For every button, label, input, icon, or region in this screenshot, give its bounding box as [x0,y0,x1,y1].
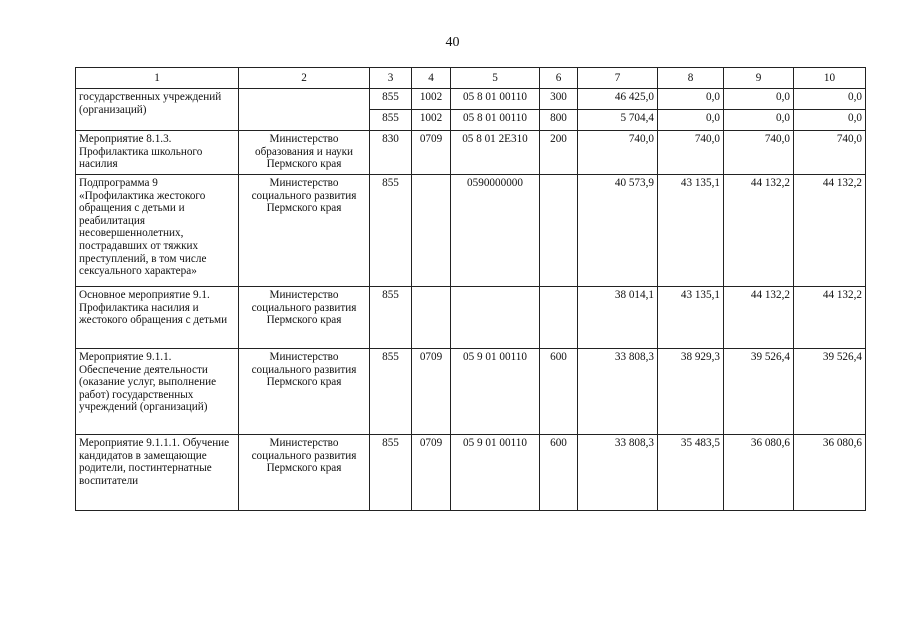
row-executor: Министерство социального развития Пермского края [239,175,370,287]
cell-c7: 740,0 [578,131,658,175]
cell-c4: 1002 [412,110,451,131]
cell-c5 [451,287,540,349]
row-executor: Министерство образования и науки Пермского края [239,131,370,175]
cell-c10: 0,0 [794,110,866,131]
col-header: 8 [658,68,724,89]
cell-c6: 300 [540,89,578,110]
cell-c8: 35 483,5 [658,435,724,511]
cell-c4: 0709 [412,349,451,435]
cell-c6: 200 [540,131,578,175]
cell-c10: 740,0 [794,131,866,175]
page-number: 40 [445,35,460,50]
cell-c8: 43 135,1 [658,175,724,287]
cell-c9: 0,0 [724,89,794,110]
cell-c7: 38 014,1 [578,287,658,349]
col-header: 1 [76,68,239,89]
cell-c7: 33 808,3 [578,349,658,435]
cell-c5: 0590000000 [451,175,540,287]
col-header: 2 [239,68,370,89]
col-header: 5 [451,68,540,89]
row-name: Мероприятие 9.1.1. Обеспечение деятельности (оказание услуг, выполнение работ) государственных учреждений (организаций) [76,349,239,435]
cell-c10: 36 080,6 [794,435,866,511]
cell-c10: 44 132,2 [794,287,866,349]
col-header: 6 [540,68,578,89]
col-header: 10 [794,68,866,89]
table-row [76,349,866,435]
cell-c6 [540,287,578,349]
col-header: 9 [724,68,794,89]
cell-c3: 855 [370,349,412,435]
table-row [76,89,866,110]
cell-c9: 44 132,2 [724,287,794,349]
col-header: 3 [370,68,412,89]
table-row [76,131,866,175]
cell-c4: 0709 [412,131,451,175]
cell-c8: 0,0 [658,110,724,131]
cell-c7: 46 425,0 [578,89,658,110]
col-header: 7 [578,68,658,89]
cell-c8: 38 929,3 [658,349,724,435]
cell-c6 [540,175,578,287]
cell-c9: 740,0 [724,131,794,175]
cell-c5: 05 9 01 00110 [451,435,540,511]
cell-c5: 05 8 01 00110 [451,89,540,110]
budget-table [75,67,866,511]
cell-c6: 800 [540,110,578,131]
cell-c9: 39 526,4 [724,349,794,435]
row-executor: Министерство социального развития Пермского края [239,435,370,511]
cell-c10: 0,0 [794,89,866,110]
cell-c3: 855 [370,287,412,349]
row-name: Подпрограмма 9 «Профилактика жестокого обращения с детьми и реабилитация несовершеннолетних, пострадавших от тяжких преступлений, в том числе сексуального характера» [76,175,239,287]
cell-c10: 44 132,2 [794,175,866,287]
cell-c7: 5 704,4 [578,110,658,131]
cell-c7: 33 808,3 [578,435,658,511]
cell-c10: 39 526,4 [794,349,866,435]
cell-c3: 855 [370,89,412,110]
table-row [76,287,866,349]
row-name: государственных учреждений (организаций) [76,89,239,131]
col-header: 4 [412,68,451,89]
header-row [76,68,866,89]
cell-c9: 44 132,2 [724,175,794,287]
cell-c4 [412,287,451,349]
cell-c8: 43 135,1 [658,287,724,349]
row-name: Основное мероприятие 9.1. Профилактика насилия и жестокого обращения с детьми [76,287,239,349]
cell-c5: 05 8 01 00110 [451,110,540,131]
cell-c7: 40 573,9 [578,175,658,287]
cell-c4: 0709 [412,435,451,511]
cell-c5: 05 8 01 2Е310 [451,131,540,175]
row-name: Мероприятие 8.1.3. Профилактика школьного насилия [76,131,239,175]
row-executor: Министерство социального развития Пермского края [239,349,370,435]
table-row [76,435,866,511]
row-executor [239,89,370,131]
cell-c6: 600 [540,435,578,511]
table-row [76,175,866,287]
cell-c9: 0,0 [724,110,794,131]
cell-c8: 740,0 [658,131,724,175]
cell-c6: 600 [540,349,578,435]
cell-c8: 0,0 [658,89,724,110]
row-executor: Министерство социального развития Пермского края [239,287,370,349]
cell-c5: 05 9 01 00110 [451,349,540,435]
cell-c4: 1002 [412,89,451,110]
cell-c3: 855 [370,175,412,287]
row-name: Мероприятие 9.1.1.1. Обучение кандидатов в замещающие родители, постинтернатные воспитатели [76,435,239,511]
cell-c9: 36 080,6 [724,435,794,511]
cell-c3: 855 [370,110,412,131]
cell-c4 [412,175,451,287]
cell-c3: 830 [370,131,412,175]
cell-c3: 855 [370,435,412,511]
